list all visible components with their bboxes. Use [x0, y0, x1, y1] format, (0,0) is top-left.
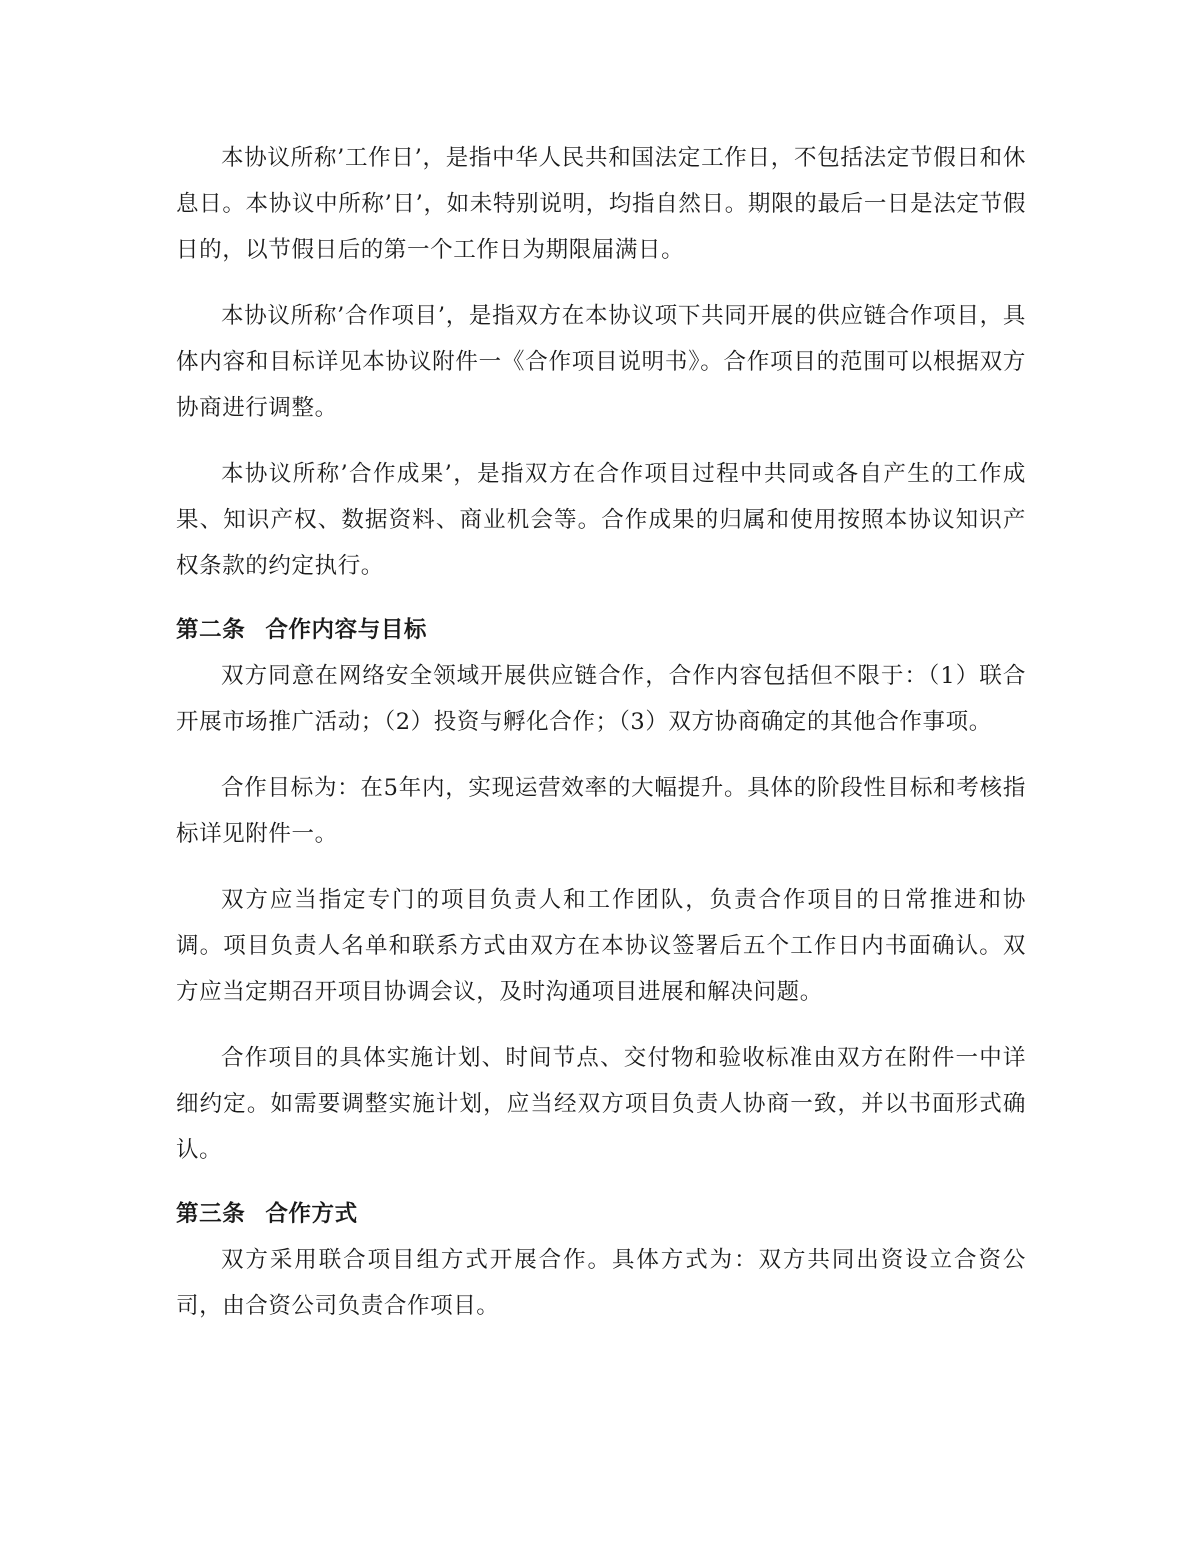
- paragraph-cooperation-project-definition: 本协议所称’合作项目’，是指双方在本协议项下共同开展的供应链合作项目，具体内容和目标详见本协议附件一《合作项目说明书》。合作项目的范围可以根据双方协商进行调整。: [176, 303, 1026, 421]
- article-3-title: 合作方式: [265, 1201, 358, 1227]
- document-page: [176, 135, 1026, 1349]
- paragraph-implementation-plan: 合作项目的具体实施计划、时间节点、交付物和验收标准由双方在附件一中详细约定。如需要调整实施计划，应当经双方项目负责人协商一致，并以书面形式确认。: [176, 1045, 1026, 1163]
- article-2-title: 合作内容与目标: [265, 617, 428, 643]
- article-3-heading: [176, 1193, 1026, 1235]
- paragraph-cooperation-results-definition: 本协议所称’合作成果’，是指双方在合作项目过程中共同或各自产生的工作成果、知识产权、数据资料、商业机会等。合作成果的归属和使用按照本协议知识产权条款的约定执行。: [176, 461, 1026, 579]
- paragraph-cooperation-method: 双方采用联合项目组方式开展合作。具体方式为：双方共同出资设立合资公司，由合资公司负责合作项目。: [176, 1247, 1026, 1319]
- paragraph-cooperation-content: 双方同意在网络安全领域开展供应链合作，合作内容包括但不限于：（1）联合开展市场推广活动；（2）投资与孵化合作；（3）双方协商确定的其他合作事项。: [176, 663, 1026, 735]
- paragraph-cooperation-goal: 合作目标为：在5年内，实现运营效率的大幅提升。具体的阶段性目标和考核指标详见附件一。: [176, 775, 1026, 847]
- article-2-heading: [176, 609, 1026, 651]
- article-2-number: 第二条: [176, 617, 246, 643]
- paragraph-project-team: 双方应当指定专门的项目负责人和工作团队，负责合作项目的日常推进和协调。项目负责人名单和联系方式由双方在本协议签署后五个工作日内书面确认。双方应当定期召开项目协调会议，及时沟通项目进展和解决问题。: [176, 887, 1026, 1005]
- paragraph-working-day-definition: 本协议所称’工作日’，是指中华人民共和国法定工作日，不包括法定节假日和休息日。本协议中所称’日’，如未特别说明，均指自然日。期限的最后一日是法定节假日的，以节假日后的第一个工作日为期限届满日。: [176, 145, 1026, 263]
- article-3-number: 第三条: [176, 1201, 246, 1227]
